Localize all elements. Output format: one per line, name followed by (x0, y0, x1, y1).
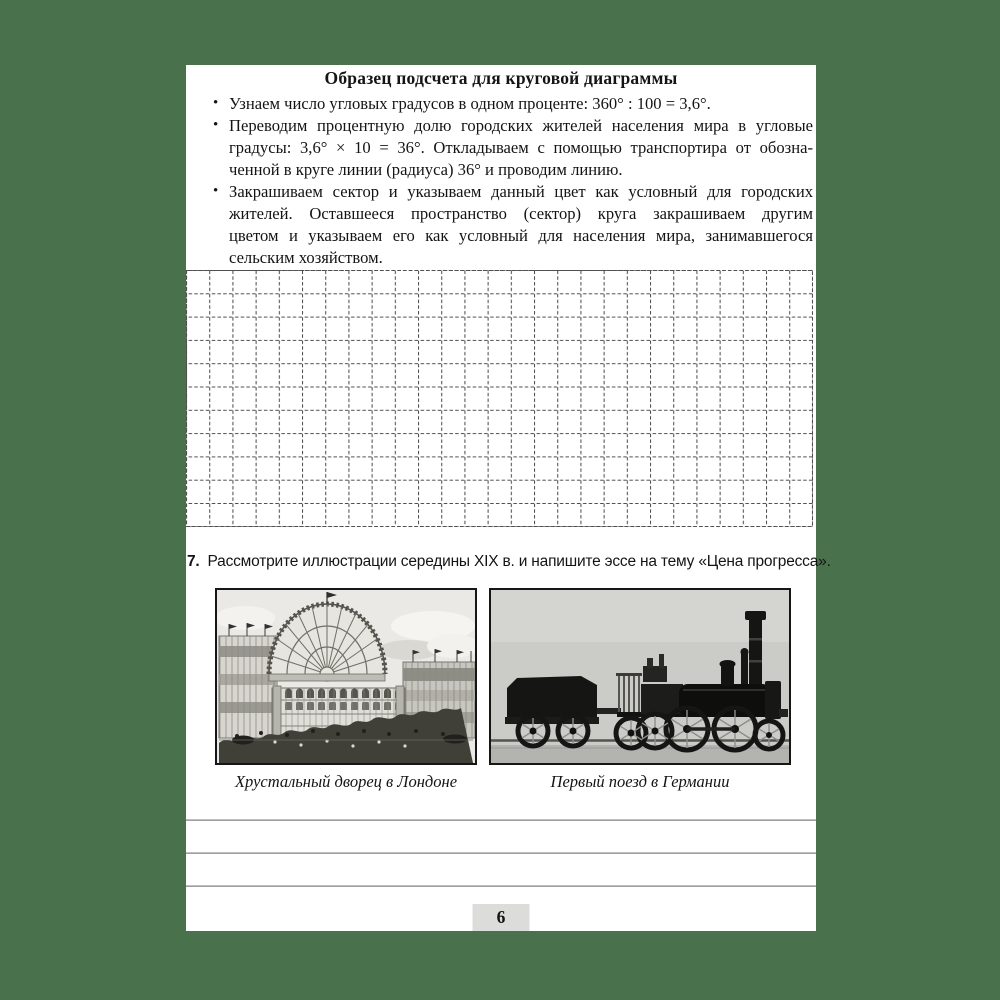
captions-row (215, 765, 816, 792)
bullet-icon: • (213, 95, 219, 111)
answer-line (186, 852, 816, 854)
illustrations-row (215, 588, 816, 765)
caption-first-train: Первый поезд в Германии (550, 772, 730, 791)
instruction-line: ченной в круге линии (радиуса) 36° и проводим линию. (229, 160, 623, 179)
instruction-item (212, 115, 813, 181)
bullet-icon: • (213, 117, 219, 133)
figure-crystal-palace (215, 588, 477, 765)
instruction-line: жителей. Оставшееся пространство (сектор) круга закрашиваем другим (229, 204, 813, 223)
answer-line (186, 885, 816, 887)
grid-paper-svg (186, 270, 813, 527)
instruction-line: Переводим процентную долю городских жителей населения мира в угловые (229, 116, 813, 135)
figure-first-train (489, 588, 791, 765)
instruction-item (212, 181, 813, 269)
instruction-line: Закрашиваем сектор и указываем данный цвет как условный для городских (229, 182, 813, 201)
grid-paper (186, 270, 816, 527)
crystal-palace-engraving (217, 590, 475, 763)
page-number: 6 (496, 907, 506, 927)
workbook-page (186, 65, 831, 931)
first-train-photo (491, 590, 789, 763)
instruction-line: Узнаем число угловых градусов в одном проценте: 360° : 100 = 3,6°. (229, 94, 711, 113)
sample-calc-title: Образец подсчета для круговой диаграммы (324, 68, 678, 88)
instruction-line: цветом и указываем его как условный для населения мира, занимавшегося (229, 226, 813, 245)
instruction-line: сельским хозяйством. (229, 248, 383, 267)
crystal-palace-image (215, 588, 477, 765)
instruction-line: градусы: 3,6° × 10 = 36°. Откладываем с помощью транспортира от обозна- (229, 138, 813, 157)
page-number-badge (473, 904, 530, 931)
task-number: 7. (187, 553, 200, 570)
caption-crystal-palace: Хрустальный дворец в Лондоне (234, 772, 458, 791)
instruction-item (212, 93, 813, 115)
answer-line (186, 819, 816, 821)
bullet-icon: • (213, 183, 219, 199)
task-text: Рассмотрите иллюстрации середины XIX в. и напишите эссе на тему «Цена прогресса». (207, 553, 831, 570)
task-7-row (187, 552, 831, 572)
first-train-image (489, 588, 791, 765)
sample-calc-instructions (212, 93, 813, 269)
